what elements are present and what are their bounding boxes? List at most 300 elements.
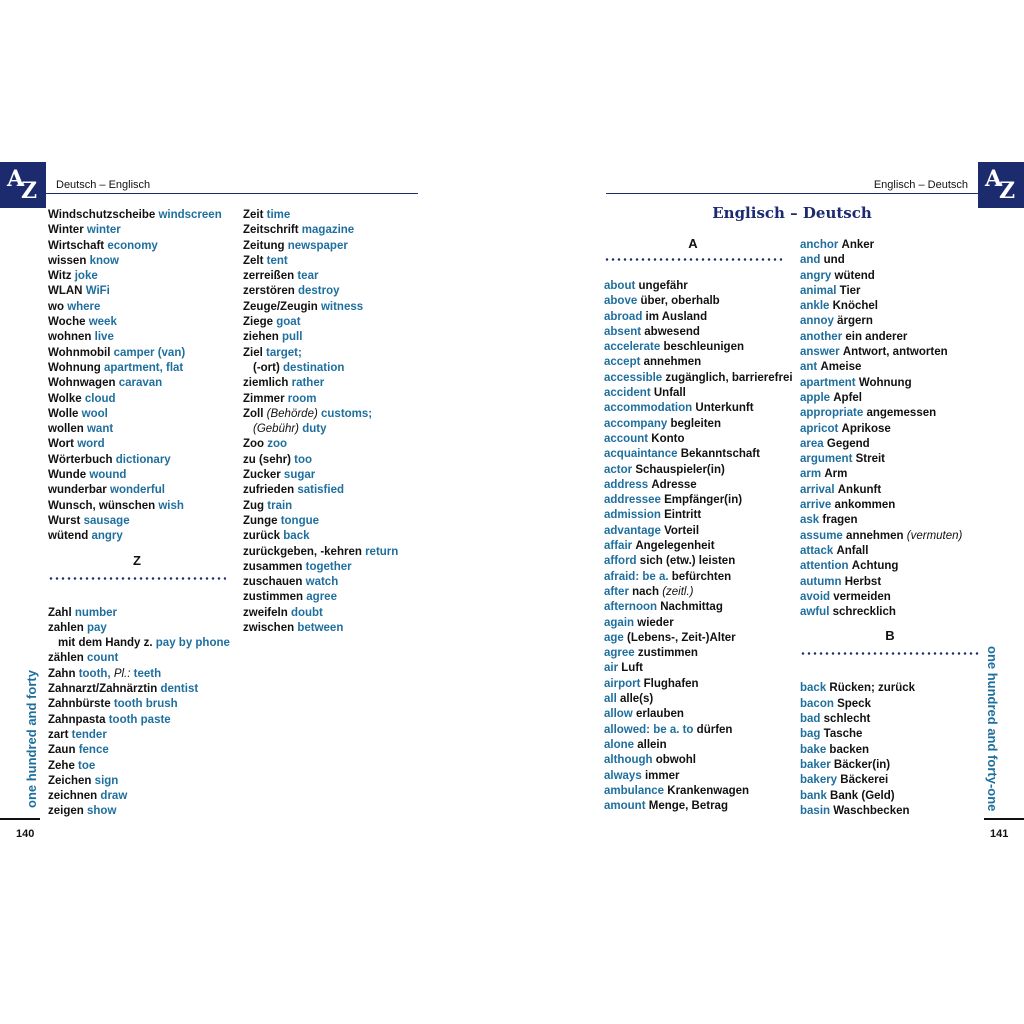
section-title: Englisch – Deutsch — [712, 204, 872, 222]
letter-heading-a: A — [604, 226, 782, 279]
dictionary-entry — [604, 707, 782, 722]
translation: backen — [829, 743, 870, 756]
right-page — [512, 0, 1024, 1024]
az-logo-icon: A Z — [978, 162, 1024, 208]
dictionary-entry — [243, 254, 423, 269]
dictionary-entry — [800, 758, 980, 773]
headword: zerreißen — [243, 270, 295, 283]
dictionary-entry — [48, 330, 226, 345]
dictionary-entry — [800, 743, 980, 758]
dictionary-entry — [243, 239, 423, 254]
dictionary-entry — [604, 340, 782, 355]
dictionary-entry — [48, 606, 226, 621]
dictionary-entry — [243, 346, 423, 361]
translation: vermeiden — [833, 590, 891, 603]
headword: although — [604, 754, 653, 767]
dictionary-entry — [48, 223, 226, 238]
translation: agree — [306, 591, 337, 604]
translation: sugar — [283, 469, 316, 482]
headword: Zeit — [243, 209, 264, 221]
headword: alone — [604, 738, 635, 751]
translation: wieder — [637, 616, 674, 629]
translation: zustimmen — [637, 647, 698, 660]
headword: zustimmen — [243, 591, 304, 604]
dictionary-entry — [604, 539, 782, 554]
headword: Zahn — [48, 667, 76, 680]
dictionary-entry — [800, 284, 980, 299]
dictionary-entry — [243, 529, 423, 544]
translation: joke — [74, 270, 98, 283]
translation: pay by phone — [155, 637, 230, 650]
dictionary-entry — [604, 310, 782, 325]
headword: allowed: be a. to — [604, 723, 694, 736]
dictionary-entry — [48, 392, 226, 407]
translation: Antwort, antworten — [842, 346, 948, 359]
translation: dictionary — [115, 453, 171, 466]
dictionary-entry — [800, 712, 980, 727]
translation: economy — [107, 239, 158, 252]
dictionary-entry — [604, 784, 782, 799]
dictionary-entry — [800, 437, 980, 452]
headword: accessible — [604, 371, 663, 384]
headword: afternoon — [604, 601, 658, 614]
translation: Bekanntschaft — [680, 448, 760, 461]
translation: week — [88, 316, 117, 329]
headword: ziemlich — [243, 377, 289, 390]
translation: nach — [632, 585, 659, 598]
translation: Bäckerei — [840, 774, 889, 787]
translation: befürchten — [671, 570, 732, 583]
dictionary-entry — [48, 789, 226, 804]
translation: Flughafen — [643, 677, 699, 690]
headword: animal — [800, 284, 837, 297]
headword: acquaintance — [604, 448, 678, 461]
dictionary-entry — [243, 330, 423, 345]
dotted-divider — [800, 652, 980, 655]
translation: doubt — [290, 606, 323, 619]
dictionary-entry — [800, 422, 980, 437]
headword: assume — [800, 529, 843, 542]
dictionary-entry — [48, 728, 226, 743]
dictionary-entry — [243, 407, 423, 422]
dictionary-entry — [800, 605, 980, 620]
headword: age — [604, 631, 624, 644]
dictionary-entry — [604, 585, 782, 600]
headword: Zug — [243, 499, 265, 512]
headword: account — [604, 432, 649, 445]
dictionary-entry — [243, 437, 423, 452]
translation: wound — [89, 469, 127, 482]
headword: zeigen — [48, 805, 84, 818]
headword: annoy — [800, 315, 834, 328]
dictionary-entry — [800, 360, 980, 375]
footer-rule — [0, 818, 40, 820]
headword: appropriate — [800, 407, 864, 420]
dictionary-entry — [48, 453, 226, 468]
dictionary-entry — [604, 753, 782, 768]
dictionary-entry — [604, 355, 782, 370]
headword: ambulance — [604, 784, 665, 797]
translation: immer — [644, 769, 680, 782]
dictionary-entry — [243, 361, 423, 376]
dictionary-entry — [800, 314, 980, 329]
headword: Zucker — [243, 469, 281, 482]
translation: angemessen — [866, 407, 937, 420]
dictionary-entry — [800, 376, 980, 391]
dictionary-entry — [243, 392, 423, 407]
headword: affair — [604, 540, 633, 553]
translation: tooth paste — [108, 713, 171, 726]
headword: Zimmer — [243, 392, 285, 405]
translation: tear — [297, 270, 319, 283]
dictionary-entry — [604, 386, 782, 401]
headword: airport — [604, 677, 641, 690]
translation: magazine — [301, 224, 355, 237]
headword: awful — [800, 606, 830, 619]
dictionary-entry — [604, 417, 782, 432]
translation: WiFi — [85, 285, 110, 298]
dictionary-entry — [243, 223, 423, 238]
headword: Zeuge/Zeugin — [243, 300, 318, 313]
headword: zart — [48, 728, 69, 741]
headword: accident — [604, 387, 651, 400]
headword: (-ort) — [253, 361, 280, 374]
dictionary-entry — [48, 376, 226, 391]
headword: wohnen — [48, 331, 92, 344]
dictionary-entry — [604, 524, 782, 539]
dotted-divider — [604, 258, 782, 261]
dictionary-entry — [604, 631, 782, 646]
dictionary-entry — [800, 773, 980, 788]
dictionary-entry — [800, 269, 980, 284]
translation: Unfall — [653, 387, 686, 400]
headword: WLAN — [48, 285, 83, 298]
translation: return — [365, 545, 399, 558]
dictionary-entry — [48, 804, 226, 819]
header-rule — [606, 193, 978, 194]
headword: attention — [800, 560, 849, 573]
translation: apartment, flat — [104, 361, 184, 374]
headword: zeichnen — [48, 790, 98, 803]
translation: where — [67, 300, 101, 313]
translation: Vorteil — [664, 524, 700, 537]
translation: sign — [94, 774, 119, 787]
dictionary-entry — [800, 529, 980, 544]
headword: admission — [604, 509, 661, 522]
dictionary-entry — [800, 238, 980, 253]
headword: bake — [800, 743, 827, 756]
headword: apricot — [800, 422, 839, 435]
dictionary-column-1 — [48, 208, 230, 820]
translation: satisfied — [297, 484, 344, 497]
translation: pay — [87, 621, 107, 634]
headword: Wunde — [48, 469, 87, 482]
translation: Nachmittag — [660, 601, 723, 614]
translation: toe — [78, 759, 96, 772]
dictionary-entry — [604, 325, 782, 340]
translation: annehmen — [846, 529, 904, 542]
dictionary-entry — [243, 483, 423, 498]
headword: Zunge — [243, 514, 278, 527]
dictionary-entry — [48, 437, 226, 452]
translation: Angelegenheit — [635, 540, 715, 553]
headword: zusammen — [243, 560, 303, 573]
headword: wo — [48, 300, 64, 313]
headword: Winter — [48, 224, 84, 237]
headword: Wurst — [48, 514, 81, 527]
dictionary-entry — [800, 391, 980, 406]
headword: Ziel — [243, 346, 263, 359]
translation: tent — [266, 254, 288, 267]
translation: Anfall — [836, 544, 869, 557]
translation: Menge, Betrag — [648, 800, 728, 813]
dictionary-entry — [48, 239, 226, 254]
translation: abwesend — [644, 325, 700, 338]
translation: erlauben — [635, 708, 684, 721]
headword: autumn — [800, 575, 842, 588]
headword: Zeichen — [48, 774, 92, 787]
translation: fence — [78, 744, 109, 757]
headword: apple — [800, 391, 831, 404]
usage-note: (zeitl.) — [662, 585, 694, 598]
translation: Eintritt — [664, 509, 702, 522]
headword: zählen — [48, 652, 84, 665]
translation: Bäcker(in) — [833, 758, 891, 771]
headword: baker — [800, 758, 831, 771]
dictionary-entry — [800, 483, 980, 498]
translation: draw — [100, 790, 128, 803]
headword: zufrieden — [243, 484, 295, 497]
headword: another — [800, 330, 843, 343]
translation: pull — [282, 331, 303, 344]
dictionary-entry — [604, 738, 782, 753]
translation: Knöchel — [832, 300, 878, 313]
headword: accelerate — [604, 341, 661, 354]
translation: im Ausland — [645, 310, 708, 323]
dictionary-entry — [243, 468, 423, 483]
translation: schlecht — [823, 713, 871, 726]
dictionary-entry — [48, 269, 226, 284]
translation: camper (van) — [113, 346, 186, 359]
translation: show — [87, 805, 117, 818]
usage-note: (Gebühr) — [253, 423, 300, 436]
dictionary-entry — [604, 294, 782, 309]
dictionary-entry — [604, 661, 782, 676]
dictionary-entry — [604, 692, 782, 707]
dictionary-entry — [48, 514, 226, 529]
translation: Luft — [621, 662, 643, 675]
headword: Wort — [48, 438, 74, 451]
footer-rule — [984, 818, 1024, 820]
az-logo-icon: A Z — [0, 162, 46, 208]
dictionary-entry — [604, 600, 782, 615]
translation: tender — [71, 728, 107, 741]
usage-note: (Behörde) — [266, 407, 318, 420]
headword: Zeitung — [243, 239, 285, 252]
headword: anchor — [800, 239, 839, 251]
headword: Zoo — [243, 438, 265, 451]
headword: mit dem Handy z. — [58, 637, 153, 650]
dictionary-entry — [604, 279, 782, 294]
translation: Adresse — [651, 478, 697, 491]
translation: Tasche — [823, 728, 863, 741]
dictionary-entry — [243, 422, 423, 437]
translation: destroy — [297, 285, 340, 298]
translation: Ankunft — [837, 483, 882, 496]
headword: Zahnarzt/Zahnärztin — [48, 683, 158, 696]
translation: beschleunigen — [663, 341, 745, 354]
dictionary-entry — [48, 284, 226, 299]
translation: Achtung — [851, 560, 899, 573]
headword: accommodation — [604, 402, 693, 415]
headword: all — [604, 693, 617, 706]
translation: caravan — [118, 377, 163, 390]
dictionary-entry — [48, 499, 226, 514]
translation: ankommen — [834, 499, 896, 512]
dictionary-entry — [48, 529, 226, 544]
headword: about — [604, 280, 636, 292]
translation: Anker — [841, 239, 875, 251]
headword: zuschauen — [243, 576, 303, 589]
translation: know — [89, 254, 119, 267]
dictionary-entry — [604, 723, 782, 738]
dictionary-entry — [604, 554, 782, 569]
headword: addressee — [604, 494, 661, 507]
dictionary-entry — [800, 513, 980, 528]
dictionary-entry — [604, 371, 793, 386]
dictionary-entry — [800, 590, 980, 605]
headword: allow — [604, 708, 633, 721]
dictionary-entry — [243, 606, 423, 621]
headword: afraid: be a. — [604, 570, 669, 583]
translation: rather — [291, 377, 325, 390]
headword: basin — [800, 804, 831, 817]
translation: Konto — [651, 432, 685, 445]
headword: arm — [800, 468, 822, 481]
headword: bad — [800, 713, 821, 726]
header-rule — [46, 193, 418, 194]
translation: dürfen — [696, 723, 733, 736]
translation: Empfänger(in) — [664, 494, 743, 507]
headword: attack — [800, 544, 834, 557]
headword: Wohnwagen — [48, 377, 116, 390]
translation: ungefähr — [638, 280, 688, 292]
headword: wissen — [48, 254, 87, 267]
translation: cloud — [84, 392, 116, 405]
headword: afford — [604, 555, 637, 568]
translation: Waschbecken — [833, 804, 910, 817]
translation: teeth — [133, 667, 162, 680]
dictionary-entry — [48, 667, 226, 682]
translation: tongue — [280, 514, 320, 527]
headword: Witz — [48, 270, 72, 283]
translation: zoo — [267, 438, 288, 451]
translation: Ameise — [820, 361, 862, 374]
translation: schrecklich — [832, 606, 896, 619]
translation: alle(s) — [620, 693, 654, 706]
headword: zurück — [243, 530, 281, 543]
dictionary-column-2 — [243, 208, 423, 636]
headword: address — [604, 478, 649, 491]
translation: Speck — [837, 697, 871, 710]
dictionary-entry — [48, 407, 226, 422]
headword: zerstören — [243, 285, 295, 298]
page-number: 140 — [16, 828, 35, 840]
headword: advantage — [604, 524, 661, 537]
translation: dentist — [160, 683, 199, 696]
translation: tooth, — [78, 667, 111, 680]
dictionary-entry — [243, 269, 423, 284]
dictionary-entry — [800, 498, 980, 513]
dictionary-entry — [48, 254, 226, 269]
dictionary-entry — [604, 508, 782, 523]
headword: Wunsch, wünschen — [48, 499, 156, 512]
headword: air — [604, 662, 619, 675]
headword: apartment — [800, 376, 856, 389]
dictionary-entry — [800, 452, 980, 467]
page-number: 141 — [990, 828, 1009, 840]
dictionary-entry — [800, 727, 980, 742]
headword: wütend — [48, 530, 89, 543]
translation: tooth brush — [113, 698, 178, 711]
headword: abroad — [604, 310, 643, 323]
translation: wool — [81, 407, 108, 420]
headword: Windschutzscheibe — [48, 209, 156, 221]
headword: always — [604, 769, 642, 782]
dictionary-entry — [243, 560, 423, 575]
dictionary-entry — [800, 406, 980, 421]
headword: ankle — [800, 300, 830, 313]
dictionary-entry — [243, 376, 423, 391]
dictionary-entry — [243, 284, 423, 299]
dictionary-entry — [48, 697, 226, 712]
dictionary-entry — [604, 570, 782, 585]
dictionary-entry — [604, 677, 782, 692]
translation: sich (etw.) leisten — [639, 555, 736, 568]
headword: Wörterbuch — [48, 453, 113, 466]
translation: wütend — [834, 269, 875, 282]
translation: target; — [266, 346, 302, 359]
dictionary-entry — [48, 759, 226, 774]
headword: avoid — [800, 590, 831, 603]
dictionary-entry — [48, 300, 226, 315]
dictionary-entry — [604, 401, 782, 416]
headword: ziehen — [243, 331, 279, 344]
translation: Unterkunft — [695, 402, 754, 415]
translation: Gegend — [826, 437, 870, 450]
dictionary-entry — [800, 681, 980, 696]
dictionary-entry — [800, 789, 980, 804]
dictionary-entry — [243, 590, 423, 605]
headword: agree — [604, 647, 635, 660]
dictionary-entry — [800, 559, 980, 574]
dictionary-entry — [243, 545, 423, 560]
dictionary-entry — [48, 743, 226, 758]
headword: zwischen — [243, 622, 295, 635]
dictionary-entry — [243, 514, 423, 529]
dictionary-entry — [48, 483, 226, 498]
dictionary-entry — [800, 697, 980, 712]
usage-note: Pl.: — [113, 667, 131, 680]
translation: wish — [158, 499, 184, 512]
translation: winter — [86, 224, 121, 237]
dictionary-entry — [48, 346, 226, 361]
dictionary-entry — [604, 646, 782, 661]
letter-heading-b: B — [800, 620, 980, 681]
dictionary-entry — [243, 453, 423, 468]
headword: argument — [800, 453, 853, 466]
translation: sausage — [83, 514, 130, 527]
